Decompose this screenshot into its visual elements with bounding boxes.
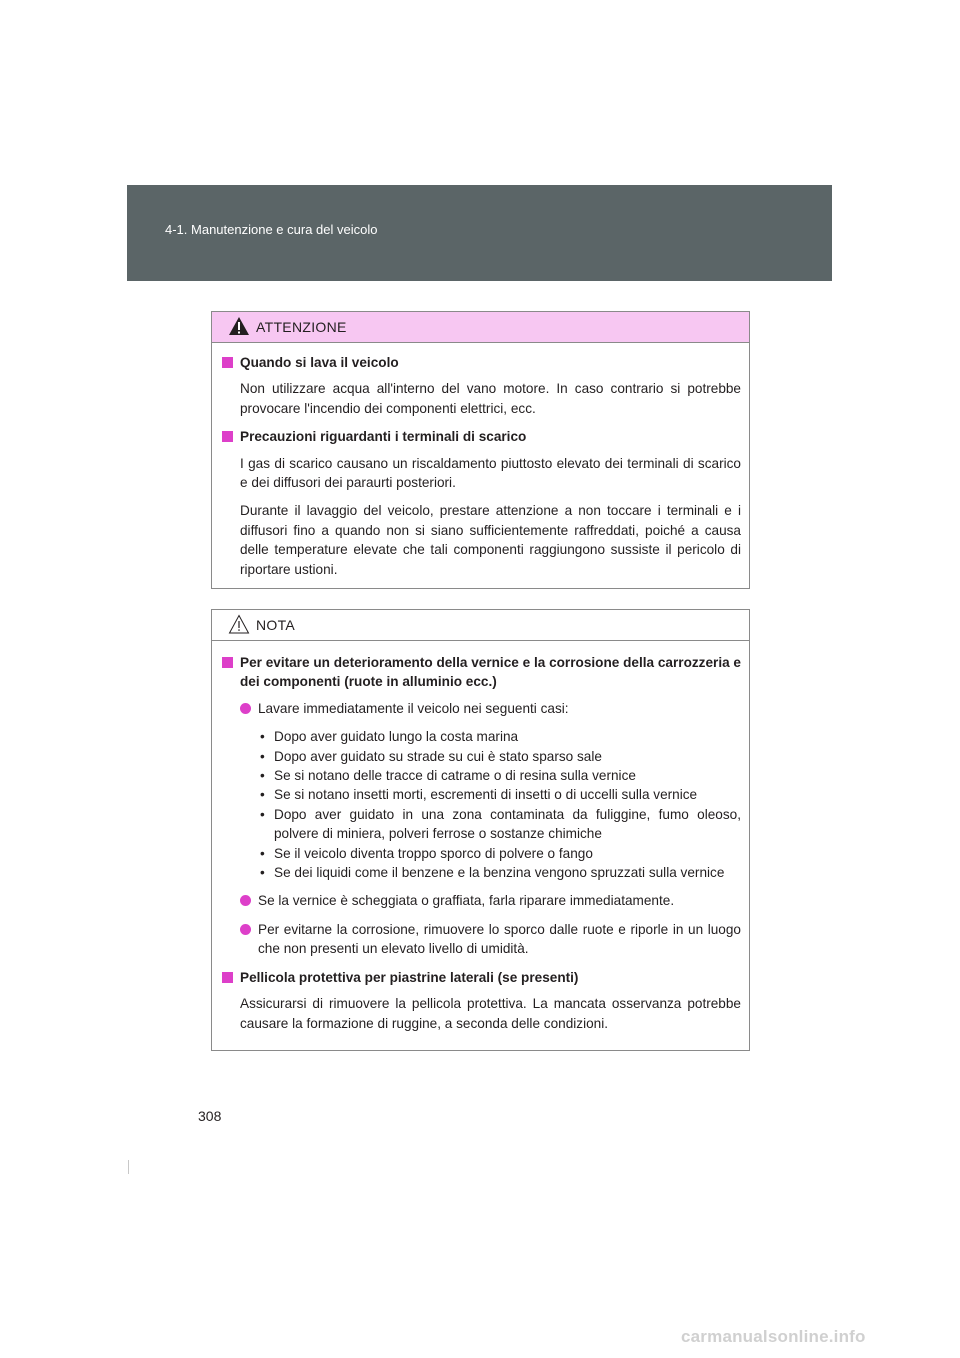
list-item: • Se si notano insetti morti, escrementi di insetti o di uccelli sulla vernice	[260, 787, 698, 803]
note-body	[212, 641, 749, 1033]
note-sublist	[222, 727, 741, 882]
caution-box-header	[212, 312, 749, 343]
square-bullet-icon	[222, 431, 233, 442]
margin-mark	[128, 1160, 129, 1174]
note-paragraph: Assicurarsi di rimuovere la pellicola protettiva. La mancata osservanza potrebbe causare la formazione di ruggine, a seconda delle condizioni.	[240, 996, 741, 1031]
note-label: NOTA	[256, 617, 296, 633]
note-bullet: Se la vernice è scheggiata o graffiata, farla riparare immediatamente.	[222, 891, 741, 910]
list-item: • Se il veicolo diventa troppo sporco di polvere o fango	[260, 845, 593, 861]
list-item: • Se si notano delle tracce di catrame o di resina sulla vernice	[260, 768, 636, 784]
square-bullet-icon	[222, 357, 233, 368]
caution-body	[212, 343, 749, 579]
caution-label: ATTENZIONE	[256, 319, 347, 335]
list-item: • Dopo aver guidato su strade su cui è stato sparso sale	[260, 748, 602, 764]
note-bullet: Per evitarne la corrosione, rimuovere lo sporco dalle ruote e riporle in un luogo che non presenti un elevato livello di umidità.	[222, 920, 741, 959]
round-bullet-icon	[240, 924, 251, 935]
watermark: carmanualsonline.info	[681, 1327, 866, 1346]
square-bullet-icon	[222, 972, 233, 983]
list-item: • Se dei liquidi come il benzene e la benzina vengono spruzzati sulla vernice	[260, 865, 725, 881]
note-box-header	[212, 610, 749, 641]
note-heading-film: Pellicola protettiva per piastrine laterali (se presenti)	[222, 968, 741, 987]
caution-paragraph: I gas di scarico causano un riscaldamento piuttosto elevato dei terminali di scarico e dei diffusori dei paraurti posteriori.	[240, 455, 741, 491]
round-bullet-icon	[240, 895, 251, 906]
round-bullet-icon	[240, 703, 251, 714]
warning-triangle-outline-icon	[228, 614, 250, 634]
caution-paragraph: Durante il lavaggio del veicolo, prestare attenzione a non toccare i terminali e i diffusori fino a quando non si siano sufficientemente raffreddati, poiché a causa delle temperature elevate che tali componenti raggiungono sussiste il pericolo di riportare ustioni.	[240, 503, 741, 577]
section-header-band	[127, 185, 832, 281]
note-box	[211, 609, 750, 1051]
caution-box	[211, 311, 750, 589]
note-bullet: Lavare immediatamente il veicolo nei seguenti casi:	[222, 699, 741, 718]
list-item: • Dopo aver guidato in una zona contaminata da fuliggine, fumo oleoso, polvere di miniera, polveri ferrose o sostanze chimiche	[260, 806, 741, 842]
list-item: • Dopo aver guidato lungo la costa marina	[260, 729, 519, 745]
caution-heading-washing: Quando si lava il veicolo	[222, 353, 741, 372]
caution-heading-exhaust: Precauzioni riguardanti i terminali di scarico	[222, 427, 741, 446]
square-bullet-icon	[222, 657, 233, 668]
page-number: 308	[198, 1108, 222, 1124]
caution-paragraph: Non utilizzare acqua all'interno del vano motore. In caso contrario si potrebbe provocare l'incendio dei componenti elettrici, ecc.	[240, 381, 741, 416]
warning-triangle-icon	[228, 316, 250, 336]
section-title: 4-1. Manutenzione e cura del veicolo	[165, 222, 378, 237]
note-heading-paint: Per evitare un deterioramento della vernice e la corrosione della carrozzeria e dei componenti (ruote in alluminio ecc.)	[222, 653, 741, 692]
